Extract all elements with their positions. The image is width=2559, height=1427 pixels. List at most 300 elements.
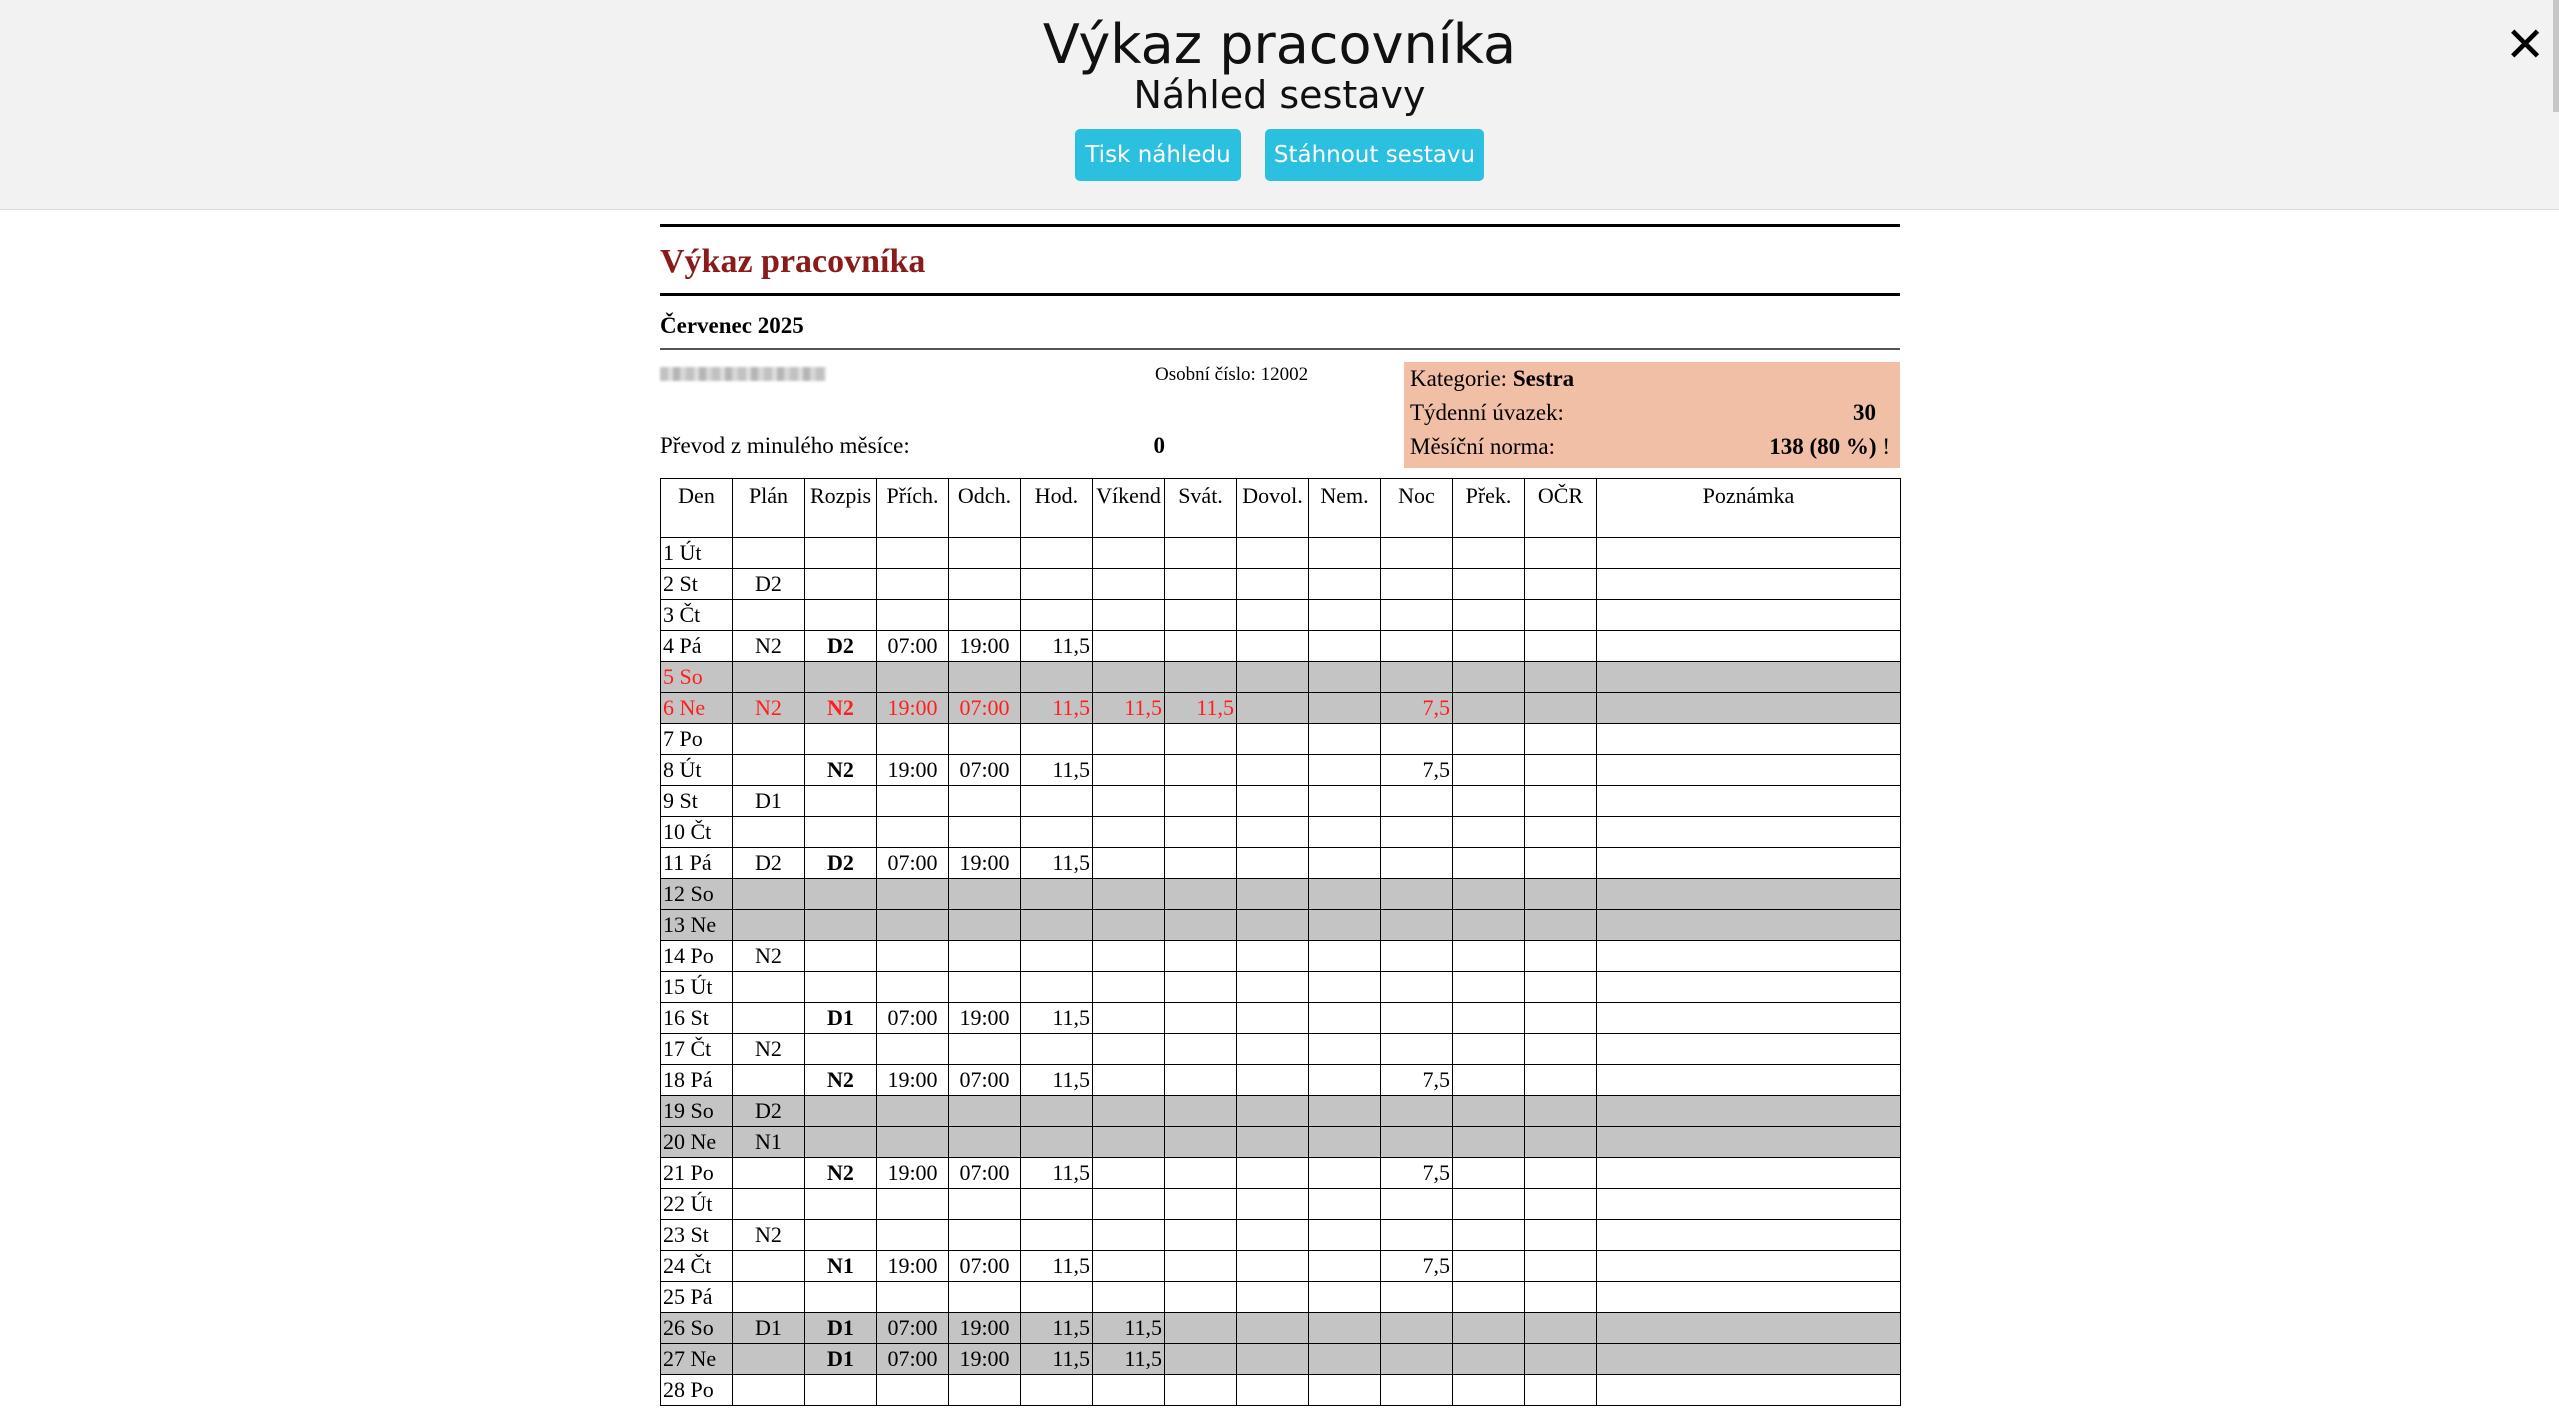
- cell-overtime: [1453, 1251, 1525, 1282]
- download-report-button[interactable]: Stáhnout sestavu: [1265, 129, 1484, 181]
- cell-sick: [1309, 1096, 1381, 1127]
- cell-arrive: [877, 1220, 949, 1251]
- cell-weekend: [1093, 1158, 1165, 1189]
- cell-sick: [1309, 1034, 1381, 1065]
- cell-leave: [949, 817, 1021, 848]
- cell-overtime: [1453, 941, 1525, 972]
- col-prek: Přek.: [1453, 479, 1525, 538]
- col-prich: Přích.: [877, 479, 949, 538]
- col-dovol: Dovol.: [1237, 479, 1309, 538]
- cell-vacation: [1237, 1003, 1309, 1034]
- cell-day: 8 Út: [661, 755, 733, 786]
- cell-day: 23 St: [661, 1220, 733, 1251]
- col-den: Den: [661, 479, 733, 538]
- cell-night: [1381, 1034, 1453, 1065]
- cell-leave: 07:00: [949, 755, 1021, 786]
- cell-rozpis: N2: [805, 1158, 877, 1189]
- cell-note: [1597, 1344, 1901, 1375]
- cell-note: [1597, 817, 1901, 848]
- cell-sick: [1309, 1313, 1381, 1344]
- cell-plan: D1: [733, 1313, 805, 1344]
- col-rozpis: Rozpis: [805, 479, 877, 538]
- cell-ocr: [1525, 1251, 1597, 1282]
- cell-holiday: [1165, 1375, 1237, 1406]
- cell-day: 21 Po: [661, 1158, 733, 1189]
- cell-day: 18 Pá: [661, 1065, 733, 1096]
- cell-overtime: [1453, 1127, 1525, 1158]
- cell-arrive: [877, 879, 949, 910]
- cell-leave: [949, 910, 1021, 941]
- cell-night: [1381, 1003, 1453, 1034]
- scrollbar-thumb[interactable]: [2553, 0, 2559, 112]
- cell-hours: [1021, 1282, 1093, 1313]
- cell-note: [1597, 1375, 1901, 1406]
- cell-leave: [949, 569, 1021, 600]
- cell-plan: D2: [733, 1096, 805, 1127]
- cell-leave: 07:00: [949, 693, 1021, 724]
- cell-day: 7 Po: [661, 724, 733, 755]
- cell-overtime: [1453, 1065, 1525, 1096]
- cell-overtime: [1453, 972, 1525, 1003]
- cell-night: [1381, 1096, 1453, 1127]
- cell-vacation: [1237, 693, 1309, 724]
- cell-vacation: [1237, 1127, 1309, 1158]
- cell-overtime: [1453, 1344, 1525, 1375]
- cell-weekend: 11,5: [1093, 693, 1165, 724]
- cell-sick: [1309, 879, 1381, 910]
- cell-vacation: [1237, 662, 1309, 693]
- table-row: [661, 538, 1901, 569]
- cell-plan: [733, 817, 805, 848]
- cell-ocr: [1525, 1096, 1597, 1127]
- report-top-rule: [660, 224, 1900, 227]
- cell-note: [1597, 1313, 1901, 1344]
- cell-vacation: [1237, 724, 1309, 755]
- cell-hours: [1021, 817, 1093, 848]
- cell-sick: [1309, 755, 1381, 786]
- employee-name-redacted: [660, 367, 826, 381]
- cell-plan: [733, 1375, 805, 1406]
- table-row: [661, 724, 1901, 755]
- cell-day: 5 So: [661, 662, 733, 693]
- cell-rozpis: N1: [805, 1251, 877, 1282]
- cell-rozpis: D1: [805, 1313, 877, 1344]
- modal-subtitle: Náhled sestavy: [1133, 73, 1426, 117]
- cell-weekend: [1093, 1251, 1165, 1282]
- cell-rozpis: [805, 817, 877, 848]
- cell-vacation: [1237, 1313, 1309, 1344]
- cell-plan: D2: [733, 848, 805, 879]
- cell-note: [1597, 1158, 1901, 1189]
- cell-note: [1597, 1096, 1901, 1127]
- cell-weekend: [1093, 631, 1165, 662]
- cell-vacation: [1237, 1375, 1309, 1406]
- cell-vacation: [1237, 1158, 1309, 1189]
- cell-day: 27 Ne: [661, 1344, 733, 1375]
- cell-ocr: [1525, 848, 1597, 879]
- cell-weekend: [1093, 1189, 1165, 1220]
- cell-leave: [949, 1127, 1021, 1158]
- cell-vacation: [1237, 631, 1309, 662]
- cell-sick: [1309, 662, 1381, 693]
- cell-arrive: [877, 910, 949, 941]
- cell-night: [1381, 1282, 1453, 1313]
- table-row: [661, 693, 1901, 724]
- report-period-rule: [660, 348, 1900, 350]
- cell-holiday: [1165, 1220, 1237, 1251]
- table-row: [661, 1127, 1901, 1158]
- cell-leave: [949, 538, 1021, 569]
- cell-ocr: [1525, 1313, 1597, 1344]
- table-row: [661, 1282, 1901, 1313]
- cell-leave: 19:00: [949, 631, 1021, 662]
- cell-plan: N2: [733, 1034, 805, 1065]
- cell-holiday: [1165, 1065, 1237, 1096]
- cell-weekend: [1093, 755, 1165, 786]
- cell-ocr: [1525, 910, 1597, 941]
- cell-overtime: [1453, 1034, 1525, 1065]
- cell-vacation: [1237, 910, 1309, 941]
- cell-ocr: [1525, 879, 1597, 910]
- cell-leave: 07:00: [949, 1065, 1021, 1096]
- cell-note: [1597, 631, 1901, 662]
- cell-ocr: [1525, 817, 1597, 848]
- cell-plan: [733, 724, 805, 755]
- cell-rozpis: [805, 1189, 877, 1220]
- cell-overtime: [1453, 910, 1525, 941]
- cell-sick: [1309, 569, 1381, 600]
- cell-hours: 11,5: [1021, 1158, 1093, 1189]
- cell-plan: [733, 1003, 805, 1034]
- table-row: [661, 1096, 1901, 1127]
- cell-note: [1597, 693, 1901, 724]
- cell-overtime: [1453, 817, 1525, 848]
- cell-vacation: [1237, 1034, 1309, 1065]
- cell-overtime: [1453, 1189, 1525, 1220]
- cell-day: 28 Po: [661, 1375, 733, 1406]
- cell-note: [1597, 1034, 1901, 1065]
- cell-rozpis: [805, 569, 877, 600]
- cell-plan: [733, 879, 805, 910]
- cell-rozpis: D2: [805, 848, 877, 879]
- cell-vacation: [1237, 848, 1309, 879]
- cell-holiday: [1165, 662, 1237, 693]
- cell-weekend: [1093, 817, 1165, 848]
- cell-overtime: [1453, 1220, 1525, 1251]
- cell-ocr: [1525, 941, 1597, 972]
- cell-holiday: [1165, 786, 1237, 817]
- cell-sick: [1309, 724, 1381, 755]
- cell-night: [1381, 817, 1453, 848]
- cell-plan: N2: [733, 631, 805, 662]
- cell-holiday: [1165, 1344, 1237, 1375]
- weekly-workload-row: Týdenní úvazek: 30: [1410, 396, 1888, 430]
- cell-ocr: [1525, 1375, 1597, 1406]
- cell-note: [1597, 662, 1901, 693]
- cell-holiday: [1165, 724, 1237, 755]
- cell-day: 24 Čt: [661, 1251, 733, 1282]
- cell-rozpis: [805, 1034, 877, 1065]
- cell-plan: N2: [733, 1220, 805, 1251]
- cell-hours: 11,5: [1021, 848, 1093, 879]
- cell-vacation: [1237, 1189, 1309, 1220]
- cell-arrive: [877, 1096, 949, 1127]
- cell-day: 6 Ne: [661, 693, 733, 724]
- cell-rozpis: [805, 1282, 877, 1313]
- cell-sick: [1309, 1158, 1381, 1189]
- cell-sick: [1309, 1344, 1381, 1375]
- cell-leave: 19:00: [949, 848, 1021, 879]
- table-row: [661, 1313, 1901, 1344]
- cell-note: [1597, 879, 1901, 910]
- cell-weekend: [1093, 786, 1165, 817]
- cell-overtime: [1453, 879, 1525, 910]
- cell-overtime: [1453, 724, 1525, 755]
- cell-rozpis: [805, 786, 877, 817]
- cell-rozpis: [805, 600, 877, 631]
- col-noc: Noc: [1381, 479, 1453, 538]
- col-vikend: Víkend: [1093, 479, 1165, 538]
- cell-plan: [733, 1344, 805, 1375]
- cell-hours: [1021, 600, 1093, 631]
- cell-sick: [1309, 1282, 1381, 1313]
- cell-note: [1597, 910, 1901, 941]
- cell-rozpis: [805, 910, 877, 941]
- cell-hours: [1021, 724, 1093, 755]
- cell-note: [1597, 1282, 1901, 1313]
- table-row: [661, 848, 1901, 879]
- cell-ocr: [1525, 662, 1597, 693]
- cell-vacation: [1237, 1344, 1309, 1375]
- cell-rozpis: [805, 1127, 877, 1158]
- cell-leave: [949, 600, 1021, 631]
- cell-overtime: [1453, 569, 1525, 600]
- monthly-norm-value: 138 (80 %) !: [1769, 434, 1890, 459]
- cell-ocr: [1525, 1065, 1597, 1096]
- cell-hours: [1021, 538, 1093, 569]
- cell-day: 4 Pá: [661, 631, 733, 662]
- cell-leave: [949, 786, 1021, 817]
- table-row: [661, 1344, 1901, 1375]
- table-row: [661, 910, 1901, 941]
- cell-overtime: [1453, 538, 1525, 569]
- cell-day: 17 Čt: [661, 1034, 733, 1065]
- cell-night: [1381, 569, 1453, 600]
- col-hod: Hod.: [1021, 479, 1093, 538]
- cell-rozpis: [805, 538, 877, 569]
- table-row: [661, 600, 1901, 631]
- cell-day: 15 Út: [661, 972, 733, 1003]
- timesheet-table: [660, 478, 1901, 1406]
- cell-overtime: [1453, 848, 1525, 879]
- cell-rozpis: N2: [805, 755, 877, 786]
- cell-ocr: [1525, 631, 1597, 662]
- cell-sick: [1309, 1065, 1381, 1096]
- cell-vacation: [1237, 786, 1309, 817]
- cell-night: [1381, 848, 1453, 879]
- cell-day: 26 So: [661, 1313, 733, 1344]
- table-row: [661, 1158, 1901, 1189]
- cell-weekend: [1093, 848, 1165, 879]
- cell-sick: [1309, 1375, 1381, 1406]
- cell-rozpis: [805, 972, 877, 1003]
- cell-arrive: [877, 1127, 949, 1158]
- cell-hours: [1021, 1034, 1093, 1065]
- cell-arrive: 07:00: [877, 1313, 949, 1344]
- cell-day: 22 Út: [661, 1189, 733, 1220]
- col-nem: Nem.: [1309, 479, 1381, 538]
- cell-night: 7,5: [1381, 1251, 1453, 1282]
- cell-weekend: [1093, 1034, 1165, 1065]
- cell-plan: N2: [733, 693, 805, 724]
- cell-overtime: [1453, 600, 1525, 631]
- cell-rozpis: [805, 724, 877, 755]
- cell-weekend: [1093, 941, 1165, 972]
- table-row: [661, 1220, 1901, 1251]
- category-row: Kategorie: Sestra: [1410, 366, 1575, 391]
- cell-hours: 11,5: [1021, 1065, 1093, 1096]
- cell-weekend: [1093, 879, 1165, 910]
- cell-plan: N1: [733, 1127, 805, 1158]
- cell-hours: [1021, 569, 1093, 600]
- cell-ocr: [1525, 755, 1597, 786]
- cell-sick: [1309, 1127, 1381, 1158]
- cell-sick: [1309, 1189, 1381, 1220]
- cell-arrive: 07:00: [877, 1003, 949, 1034]
- cell-ocr: [1525, 1034, 1597, 1065]
- cell-vacation: [1237, 1220, 1309, 1251]
- cell-hours: [1021, 662, 1093, 693]
- cell-note: [1597, 600, 1901, 631]
- cell-holiday: [1165, 817, 1237, 848]
- cell-leave: [949, 1220, 1021, 1251]
- cell-holiday: [1165, 848, 1237, 879]
- cell-day: 20 Ne: [661, 1127, 733, 1158]
- cell-note: [1597, 1220, 1901, 1251]
- cell-arrive: [877, 972, 949, 1003]
- cell-note: [1597, 1003, 1901, 1034]
- cell-night: [1381, 1127, 1453, 1158]
- cell-note: [1597, 1065, 1901, 1096]
- cell-weekend: [1093, 1065, 1165, 1096]
- modal-title: Výkaz pracovníka: [1042, 13, 1517, 76]
- cell-vacation: [1237, 569, 1309, 600]
- cell-ocr: [1525, 1189, 1597, 1220]
- cell-night: 7,5: [1381, 755, 1453, 786]
- cell-arrive: [877, 1375, 949, 1406]
- table-row: [661, 786, 1901, 817]
- report-title-rule: [660, 293, 1900, 296]
- cell-hours: 11,5: [1021, 1003, 1093, 1034]
- cell-holiday: [1165, 1034, 1237, 1065]
- cell-sick: [1309, 1220, 1381, 1251]
- cell-sick: [1309, 1003, 1381, 1034]
- employee-number: Osobní číslo: 12002: [1155, 364, 1309, 385]
- cell-hours: [1021, 910, 1093, 941]
- cell-leave: [949, 662, 1021, 693]
- table-row: [661, 972, 1901, 1003]
- cell-hours: 11,5: [1021, 1344, 1093, 1375]
- cell-night: [1381, 1313, 1453, 1344]
- cell-arrive: 07:00: [877, 1344, 949, 1375]
- cell-leave: 07:00: [949, 1158, 1021, 1189]
- table-header-row: [661, 479, 1901, 538]
- cell-hours: [1021, 941, 1093, 972]
- cell-ocr: [1525, 600, 1597, 631]
- cell-holiday: [1165, 755, 1237, 786]
- cell-note: [1597, 538, 1901, 569]
- cell-arrive: 19:00: [877, 693, 949, 724]
- cell-ocr: [1525, 1158, 1597, 1189]
- cell-ocr: [1525, 693, 1597, 724]
- cell-day: 9 St: [661, 786, 733, 817]
- cell-rozpis: [805, 879, 877, 910]
- cell-leave: [949, 1282, 1021, 1313]
- cell-weekend: [1093, 662, 1165, 693]
- category-value: Sestra: [1512, 366, 1575, 391]
- cell-weekend: [1093, 910, 1165, 941]
- table-row: [661, 1251, 1901, 1282]
- cell-hours: 11,5: [1021, 693, 1093, 724]
- cell-plan: [733, 1189, 805, 1220]
- col-ocr: OČR: [1525, 479, 1597, 538]
- cell-overtime: [1453, 755, 1525, 786]
- table-row: [661, 817, 1901, 848]
- col-svat: Svát.: [1165, 479, 1237, 538]
- cell-weekend: [1093, 972, 1165, 1003]
- table-row: [661, 662, 1901, 693]
- cell-holiday: [1165, 972, 1237, 1003]
- cell-vacation: [1237, 1251, 1309, 1282]
- cell-sick: [1309, 910, 1381, 941]
- cell-day: 1 Út: [661, 538, 733, 569]
- cell-overtime: [1453, 631, 1525, 662]
- cell-ocr: [1525, 786, 1597, 817]
- cell-hours: [1021, 1096, 1093, 1127]
- cell-weekend: [1093, 1003, 1165, 1034]
- cell-sick: [1309, 972, 1381, 1003]
- cell-arrive: [877, 1189, 949, 1220]
- cell-arrive: 19:00: [877, 1065, 949, 1096]
- cell-vacation: [1237, 972, 1309, 1003]
- cell-night: 7,5: [1381, 693, 1453, 724]
- print-preview-button[interactable]: Tisk náhledu: [1075, 129, 1241, 181]
- cell-rozpis: [805, 1096, 877, 1127]
- report-title: Výkaz pracovníka: [660, 243, 926, 280]
- cell-arrive: [877, 538, 949, 569]
- cell-day: 3 Čt: [661, 600, 733, 631]
- cell-hours: [1021, 879, 1093, 910]
- cell-day: 16 St: [661, 1003, 733, 1034]
- cell-night: [1381, 662, 1453, 693]
- cell-night: [1381, 1220, 1453, 1251]
- cell-note: [1597, 848, 1901, 879]
- col-poznamka: Poznámka: [1597, 479, 1901, 538]
- table-row: [661, 1034, 1901, 1065]
- cell-weekend: 11,5: [1093, 1313, 1165, 1344]
- cell-day: 19 So: [661, 1096, 733, 1127]
- cell-overtime: [1453, 1096, 1525, 1127]
- cell-vacation: [1237, 1282, 1309, 1313]
- cell-holiday: [1165, 1189, 1237, 1220]
- cell-holiday: [1165, 1313, 1237, 1344]
- cell-plan: N2: [733, 941, 805, 972]
- cell-rozpis: D1: [805, 1344, 877, 1375]
- category-summary-box: [1404, 362, 1900, 468]
- close-icon[interactable]: ✕: [2505, 17, 2546, 73]
- cell-day: 14 Po: [661, 941, 733, 972]
- cell-leave: [949, 941, 1021, 972]
